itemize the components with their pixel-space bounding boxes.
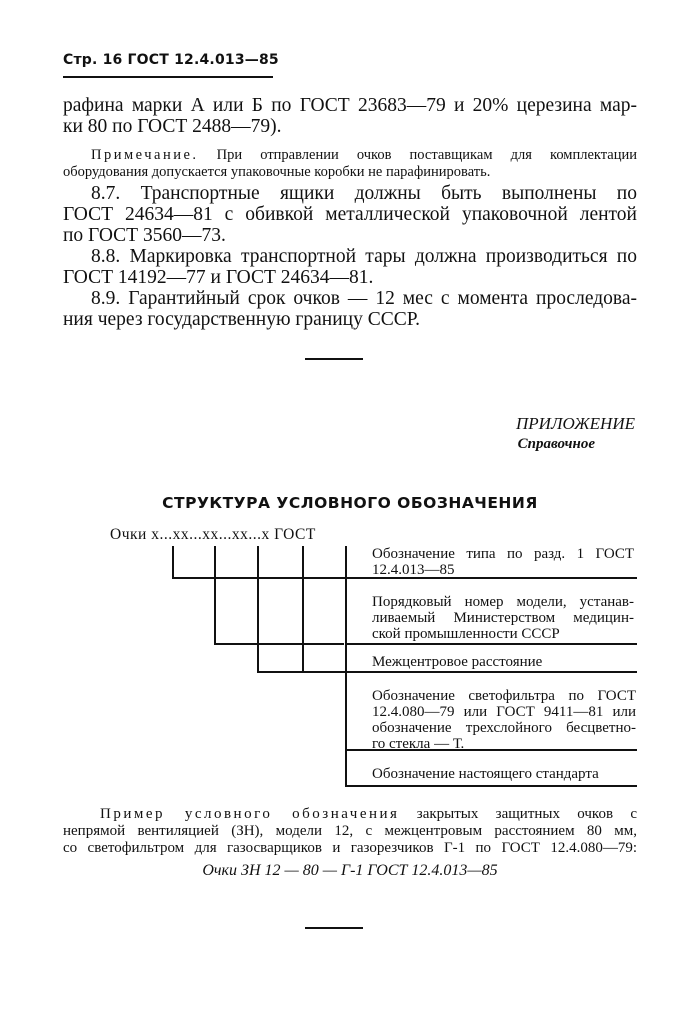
clause-8-8-line-2: ГОСТ 14192—77 и ГОСТ 24634—81.: [63, 267, 374, 288]
header-rule: [63, 76, 273, 78]
clause-8-8-line-1: 8.8. Маркировка транспортной тары должна производиться по: [91, 246, 637, 267]
example-continued: [63, 823, 637, 857]
structure-formula: Очки х...хх...хх...хх...х ГОСТ: [110, 526, 316, 543]
clause-8-9-line-1: 8.9. Гарантийный срок очков — 12 мес с момента проследова-: [91, 288, 637, 309]
continuation-paragraph: [63, 95, 637, 137]
appendix-title: ПРИЛОЖЕНИЕ: [516, 414, 635, 433]
continuation-line-2: ки 80 по ГОСТ 2488—79).: [63, 116, 282, 137]
page-header: Стр. 16 ГОСТ 12.4.013—85: [63, 52, 279, 68]
label-model: [372, 594, 634, 642]
example-line-3: со светофильтром для газосварщиков и газорезчиков Г-1 по ГОСТ 12.4.080—79:: [63, 840, 637, 856]
label-type-line-2: 12.4.013—85: [372, 562, 455, 578]
section-separator: [305, 358, 363, 360]
drop-type: [172, 546, 174, 578]
note-text-1: При отправлении очков поставщикам для комплектации: [216, 147, 637, 163]
rule-standard: [345, 785, 637, 787]
label-filter-line-2: 12.4.080—79 или ГОСТ 9411—81 или: [372, 704, 636, 720]
example-label: Пример условного обозначения: [100, 806, 400, 822]
label-filter-line-4: го стекла — Т.: [372, 736, 465, 752]
example: [100, 806, 637, 823]
note: [63, 147, 637, 181]
label-standard: Обозначение настоящего стандарта: [372, 766, 599, 782]
note-line-2: оборудования допускается упаковочные коробки не парафинировать.: [63, 164, 491, 180]
label-type-line-1: Обозначение типа по разд. 1 ГОСТ: [372, 546, 634, 562]
label-filter-line-1: Обозначение светофильтра по ГОСТ: [372, 688, 636, 704]
rule-model: [214, 643, 344, 645]
example-line-2: непрямой вентиляцией (ЗН), модели 12, с межцентровым расстоянием 80 мм,: [63, 823, 637, 839]
clause-8-7-line-3: по ГОСТ 3560—73.: [63, 225, 226, 246]
appendix-subtitle: Справочное: [517, 436, 595, 452]
drop-distance-right: [302, 546, 304, 672]
label-model-line-1: Порядковый номер модели, устанав-: [372, 594, 634, 610]
example-line-1: [100, 806, 637, 823]
rule-distance: [257, 671, 637, 673]
clause-8-9-line-2: ния через государственную границу СССР.: [63, 309, 421, 330]
structure-heading: СТРУКТУРА УСЛОВНОГО ОБОЗНАЧЕНИЯ: [162, 494, 538, 512]
note-label: Примечание.: [91, 147, 199, 163]
clauses-block: [63, 183, 637, 330]
label-filter-line-3: обозначение трехслойного бесцветно-: [372, 720, 636, 736]
rule-model-label: [345, 643, 637, 645]
continuation-line-1: рафина марки А или Б по ГОСТ 23683—79 и 20% церезина мар-: [63, 95, 637, 116]
bottom-separator: [305, 927, 363, 929]
note-line-1: [63, 147, 637, 164]
label-filter: [372, 688, 636, 752]
drop-distance-left: [257, 546, 259, 672]
label-distance: Межцентровое расстояние: [372, 654, 543, 670]
label-type: [372, 546, 634, 578]
label-model-line-2: ливаемый Министерством медицин-: [372, 610, 634, 626]
example-text-1: закрытых защитных очков с: [416, 806, 638, 822]
clause-8-7-line-2: ГОСТ 24634—81 с обивкой металлической упаковочной лентой: [63, 204, 637, 225]
drop-model-left: [214, 546, 216, 644]
rule-type: [172, 577, 362, 579]
clause-8-7-line-1: 8.7. Транспортные ящики должны быть выполнены по: [91, 183, 637, 204]
label-model-line-3: ской промышленности СССР: [372, 626, 560, 642]
example-formula: Очки ЗН 12 — 80 — Г-1 ГОСТ 12.4.013—85: [202, 862, 498, 879]
